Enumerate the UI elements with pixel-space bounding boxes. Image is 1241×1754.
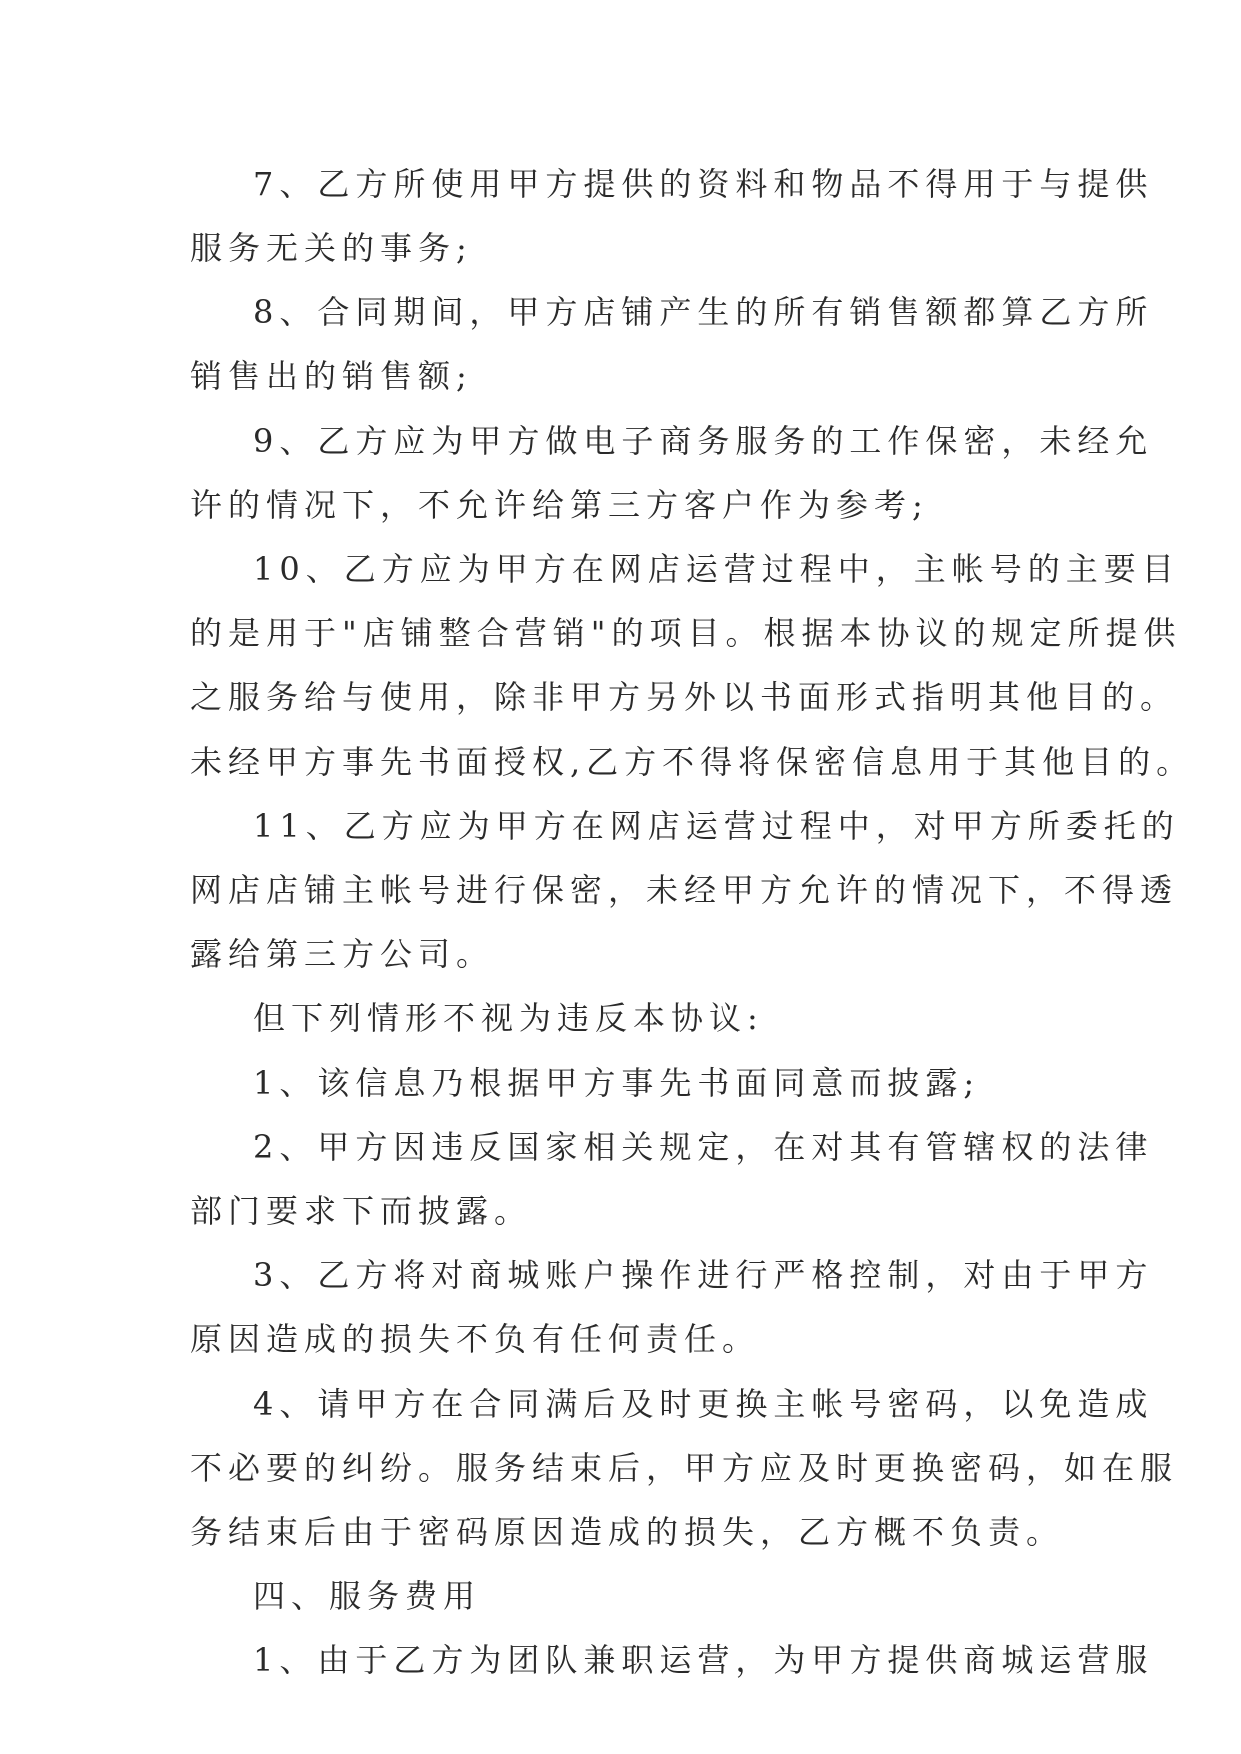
clause-10-line-4: 未经甲方事先书面授权,乙方不得将保密信息用于其他目的。 xyxy=(190,743,1195,781)
clause-9-line-1: 9、乙方应为甲方做电子商务服务的工作保密，未经允 xyxy=(253,422,1154,460)
clause-11-line-2: 网店店铺主帐号进行保密，未经甲方允许的情况下，不得透 xyxy=(190,871,1179,909)
clause-7-line-2: 服务无关的事务; xyxy=(190,229,473,267)
exception-4-line-3: 务结束后由于密码原因造成的损失，乙方概不负责。 xyxy=(190,1513,1065,1551)
exception-1-line-1: 1、该信息乃根据甲方事先书面同意而披露; xyxy=(253,1064,981,1102)
exception-4-line-1: 4、请甲方在合同满后及时更换主帐号密码，以免造成 xyxy=(253,1385,1154,1423)
exception-3-line-2: 原因造成的损失不负有任何责任。 xyxy=(190,1320,761,1358)
clause-10-line-2: 的是用于"店铺整合营销"的项目。根据本协议的规定所提供 xyxy=(190,614,1182,652)
exceptions-intro: 但下列情形不视为违反本协议: xyxy=(253,999,764,1037)
clause-7-line-1: 7、乙方所使用甲方提供的资料和物品不得用于与提供 xyxy=(253,165,1154,203)
clause-9-line-2: 许的情况下，不允许给第三方客户作为参考; xyxy=(190,486,929,524)
clause-8-line-2: 销售出的销售额; xyxy=(190,357,473,395)
exception-2-line-1: 2、甲方因违反国家相关规定，在对其有管辖权的法律 xyxy=(253,1128,1154,1166)
clause-11-line-3: 露给第三方公司。 xyxy=(190,935,495,973)
section-4-heading: 四、服务费用 xyxy=(253,1577,482,1615)
clause-11-line-1: 11、乙方应为甲方在网店运营过程中，对甲方所委托的 xyxy=(253,807,1180,845)
exception-4-line-2: 不必要的纠纷。服务结束后，甲方应及时更换密码，如在服 xyxy=(190,1449,1179,1487)
exception-3-line-1: 3、乙方将对商城账户操作进行严格控制，对由于甲方 xyxy=(253,1256,1154,1294)
fee-clause-1-line-1: 1、由于乙方为团队兼职运营，为甲方提供商城运营服 xyxy=(253,1641,1154,1679)
clause-8-line-1: 8、合同期间，甲方店铺产生的所有销售额都算乙方所 xyxy=(253,293,1154,331)
exception-2-line-2: 部门要求下而披露。 xyxy=(190,1192,533,1230)
clause-10-line-3: 之服务给与使用，除非甲方另外以书面形式指明其他目的。 xyxy=(190,678,1179,716)
clause-10-line-1: 10、乙方应为甲方在网店运营过程中，主帐号的主要目 xyxy=(253,550,1180,588)
